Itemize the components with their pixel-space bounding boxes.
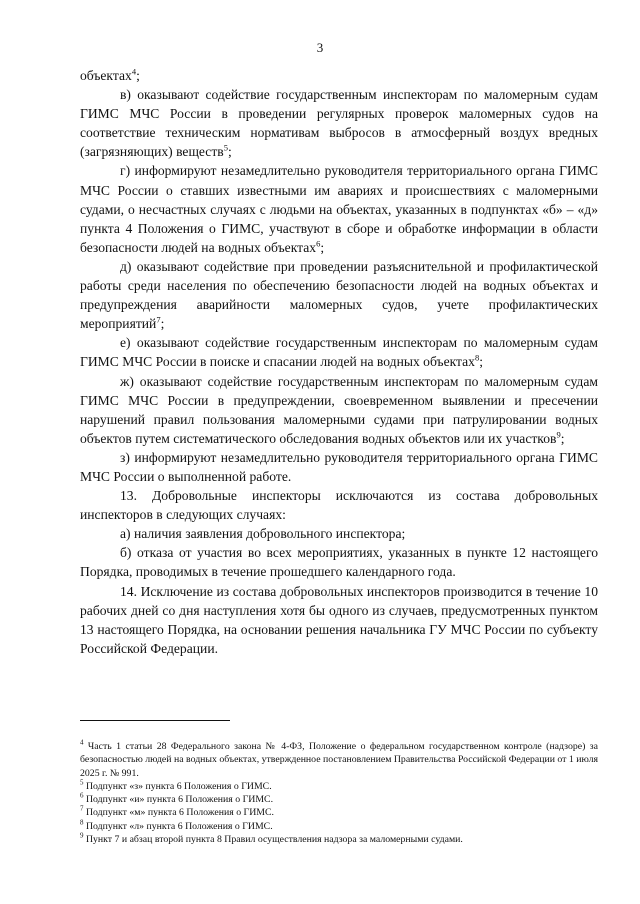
footnote-7: $^7$ Подпункт «м» пункта 6 Положения о ГИМС. [80, 805, 274, 819]
paragraph-0: объектах$^4$; [80, 66, 140, 83]
paragraph-item-v: в) оказывают содействие государственным инспекторам по маломерным судам ГИМС МЧС России в проведении регулярных проверок маломерных судов на соответствие техническим нормативам выбросов в атмосферный воздух вредных (загрязняющих) веществ$^5$; [80, 87, 598, 160]
footnote-5: $^5$ Подпункт «з» пункта 6 Положения о ГИМС. [80, 778, 272, 792]
body-text [80, 66, 598, 658]
paragraph-13: 13. Добровольные инспекторы исключаются из состава добровольных инспекторов в следующих случаях: [80, 488, 598, 523]
footnote-4: $^4$ Часть 1 статьи 28 Федерального закона № 4-ФЗ, Положение о федеральном государственном контроле (надзоре) за безопасностью людей на водных объектах, утвержденное постановлением Правительства Российской Федерации от 1 июля 2025 г. № 991. [80, 738, 598, 779]
paragraph-item-b: б) отказа от участия во всех мероприятиях, указанных в пункте 12 настоящего Порядка, проводимых в течение прошедшего календарного года. [80, 545, 598, 580]
footnote-6: $^6$ Подпункт «и» пункта 6 Положения о ГИМС. [80, 791, 274, 806]
paragraph-item-a: а) наличия заявления добровольного инспектора; [120, 526, 406, 542]
paragraph-14: 14. Исключение из состава добровольных инспекторов производится в течение 10 рабочих дней со дня наступления хотя бы одного из случаев, предусмотренных пунктом 13 настоящего Порядка, на основании решения начальника ГУ МЧС России по субъекту Российской Федерации. [80, 583, 598, 656]
footnote-8: $^8$ Подпункт «л» пункта 6 Положения о ГИМС. [80, 818, 273, 832]
footnote-9: $^9$ Пункт 7 и абзац второй пункта 8 Правил осуществления надзора за маломерными судами. [80, 831, 463, 846]
paragraph-item-z: з) информируют незамедлительно руководителя территориального органа ГИМС МЧС России о выполненной работе. [80, 449, 598, 484]
footnote-divider [80, 720, 230, 721]
page-number: 3 [316, 40, 324, 55]
paragraph-item-zh: ж) оказывают содействие государственным инспекторам по маломерным судам ГИМС МЧС России в предупреждении, своевременном выявлении и пресечении нарушений правил пользования маломерными судами при патрулировании водных объектов путем систематического обследования водных объектов или их участков$^9$; [80, 373, 598, 446]
paragraph-item-g: г) информируют незамедлительно руководителя территориального органа ГИМС МЧС России о ставших известными им авариях и происшествиях с маломерными судами, о несчастных случаях с людьми на объектах, указанных в подпунктах «б» – «д» пункта 4 Положения о ГИМС, участвуют в сборе и обработке информации в области безопасности людей на водных объектах$^6$; [80, 163, 598, 255]
footnotes [80, 740, 598, 846]
paragraph-item-d: д) оказывают содействие при проведении разъяснительной и профилактической работы среди населения по обеспечению безопасности людей на водных объектах и предупреждения аварийности маломерных судов, учете профилактических мероприятий$^7$; [80, 258, 598, 332]
paragraph-item-e: е) оказывают содействие государственным инспекторам по маломерным судам ГИМС МЧС России в поиске и спасании людей на водных объектах$^8$; [80, 335, 598, 370]
